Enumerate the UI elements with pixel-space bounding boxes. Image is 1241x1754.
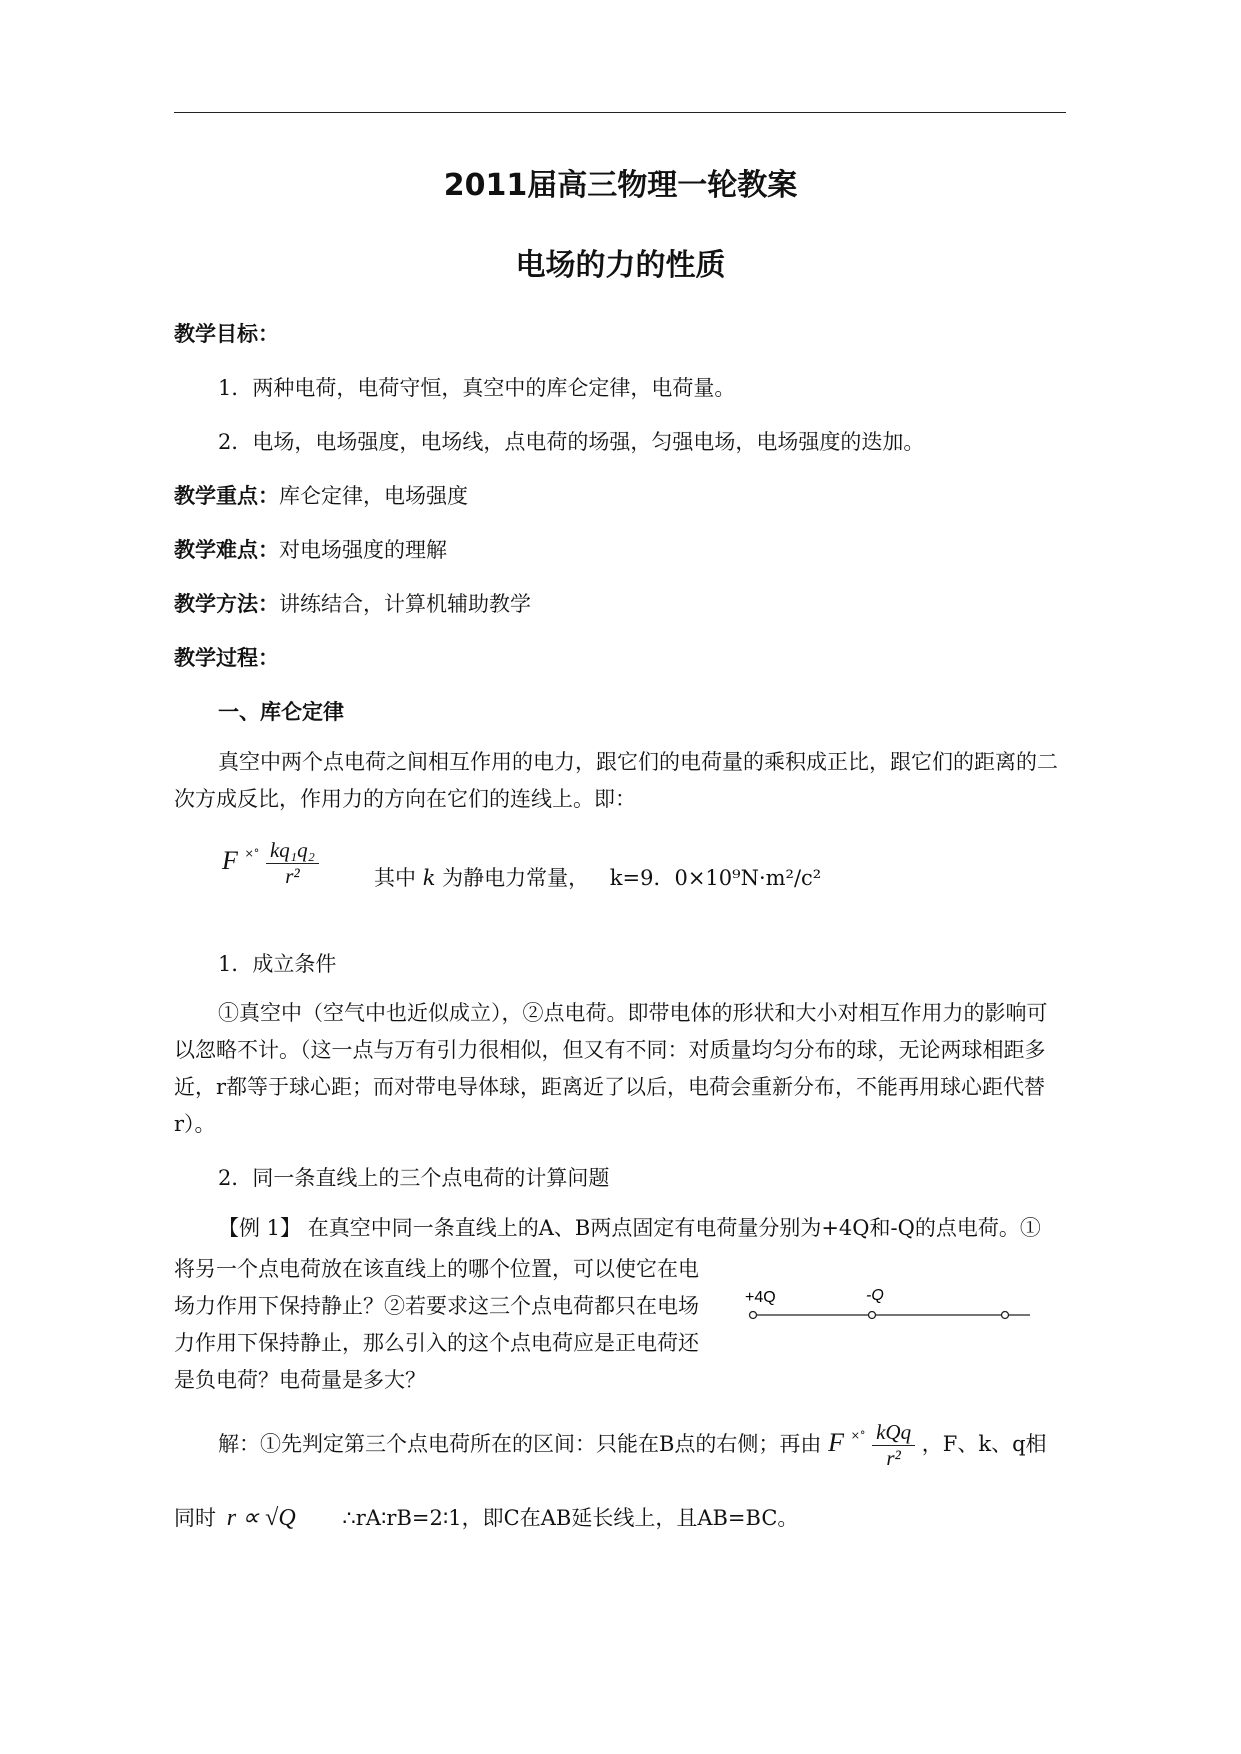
method-label: 教学方法： (174, 592, 279, 616)
solution-line-2: 同时 r ∝ √Q ∴rA∶rB=2∶1，即C在AB延长线上，且AB=BC。 (174, 1505, 799, 1531)
focus-value: 库仑定律，电场强度 (279, 484, 468, 508)
objective-item-2: 2．电场，电场强度，电场线，点电荷的场强，匀强电场，电场强度的迭加。 (218, 430, 925, 454)
difficulty-value: 对电场强度的理解 (279, 538, 447, 562)
difficulty-label: 教学难点： (174, 538, 279, 562)
subsection-1-text: ①真空中（空气中也近似成立），②点电荷。即带电体的形状和大小对相互作用力的影响可以忽略不计。（这一点与万有引力很相似，但又有不同：对质量均匀分布的球，无论两球相距多近，r都等于球心距；而对带电导体球，距离近了以后，电荷会重新分布，不能再用球心距代替r）。 (174, 1001, 1048, 1136)
coulomb-formula: F ×° $\frac{\text{kq₁q₂}}{\text{r²}}$ (222, 838, 319, 889)
method-value: 讲练结合，计算机辅助教学 (279, 592, 531, 616)
focus-label: 教学重点： (174, 484, 279, 508)
formula-note: 其中 k 为静电力常量， k=9．0×10⁹N·m²/c² (374, 866, 822, 890)
label-plus-4q: +4Q (745, 1289, 776, 1306)
charge-point-a (750, 1312, 757, 1319)
method-row (174, 588, 531, 618)
formula-fraction: $\frac{\text{kq₁q₂}}{\text{r²}}$ (266, 838, 319, 889)
coulomb-intro: 真空中两个点电荷之间相互作用的电力，跟它们的电荷量的乘积成正比，跟它们的距离的二次方成反比，作用力的方向在它们的连线上。即： (174, 750, 1058, 811)
objectives-label: 教学目标： (174, 322, 279, 346)
label-minus-q: -Q (866, 1287, 884, 1304)
solution-fraction: $\frac{\text{kQq}}{\text{r²}}$ (872, 1420, 915, 1471)
process-label: 教学过程： (174, 646, 279, 670)
charge-point-c (1002, 1312, 1009, 1319)
header-rule (174, 112, 1066, 113)
charge-line-diagram (740, 1280, 1040, 1330)
constant-value: k=9．0×10⁹N·m²/c² (609, 866, 822, 890)
example-text: 将另一个点电荷放在该直线上的哪个位置，可以使它在电场力作用下保持静止？②若要求这三个点电荷都只在电场力作用下保持静止，那么引入的这个点电荷应是正电荷还是负电荷？电荷量是多大？ (174, 1257, 699, 1392)
focus-row (174, 480, 468, 510)
difficulty-row (174, 534, 447, 564)
objective-item-1: 1．两种电荷，电荷守恒，真空中的库仑定律，电荷量。 (218, 376, 736, 400)
page-title: 2011届高三物理一轮教案 (443, 168, 798, 203)
example-line-1: 【例 1】 在真空中同一条直线上的A、B两点固定有电荷量分别为+4Q和-Q的点电荷。① (218, 1216, 1041, 1240)
subsection-1-title: 1．成立条件 (218, 952, 337, 976)
subsection-2-title: 2．同一条直线上的三个点电荷的计算问题 (218, 1166, 610, 1190)
proportional-expr: r ∝ √Q (226, 1505, 296, 1531)
solution-line-1: 解：①先判定第三个点电荷所在的区间：只能在B点的右侧；再由 F ×° $\frac{\text{kQq}}{\text{r²}}$ ，F、k、q相 (218, 1420, 1047, 1470)
page-subtitle: 电场的力的性质 (515, 248, 726, 283)
charge-point-b (869, 1312, 876, 1319)
section-heading: 一、库仑定律 (218, 700, 344, 724)
example-tag: 【例 1】 (218, 1216, 302, 1240)
